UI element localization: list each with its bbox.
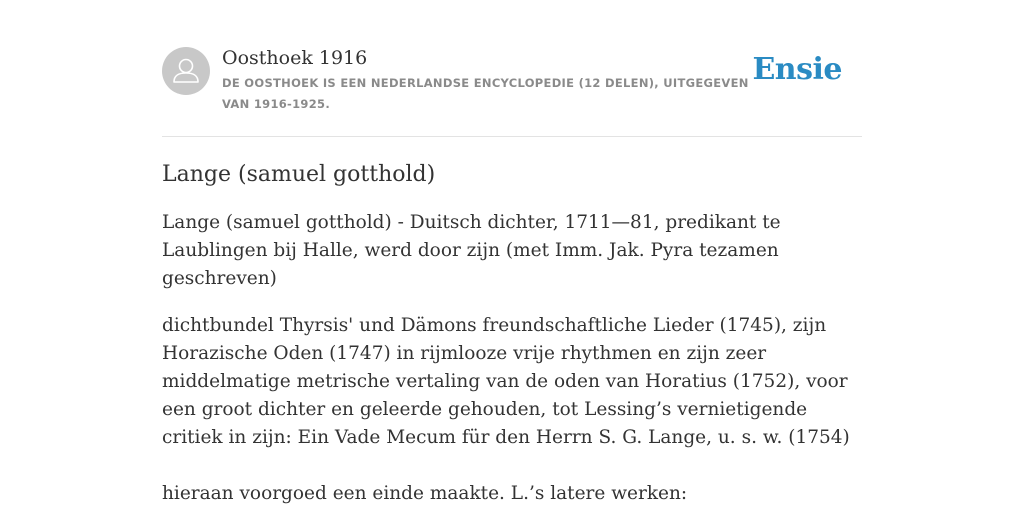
source-title[interactable]: Oosthoek 1916 [222,47,368,69]
ensie-logo-link[interactable]: Ensie [752,52,842,87]
entry-paragraph: dichtbundel Thyrsis' und Dämons freundschaftliche Lieder (1745), zijn Horazische Oden (1747) in rijmlooze vrije rhythmen en zijn zeer middelmatige metrische vertaling van de oden van Horatius (1752), voor een groot dichter en geleerde gehouden, tot Lessing’s vernietigende critiek in zijn: Ein Vade Mecum für den Herrn S. G. Lange, u. s. w. (1754) [162,315,850,448]
source-description: DE OOSTHOEK IS EEN NEDERLANDSE ENCYCLOPEDIE (12 DELEN), UITGEGEVEN VAN 1916-1925. [222,76,749,111]
entry-title: Lange (samuel gotthold) [162,162,436,187]
user-icon [162,47,210,95]
entry-paragraph: Lange (samuel gotthold) - Duitsch dichter, 1711—81, predikant te Laublingen bij Halle, werd door zijn (met Imm. Jak. Pyra tezamen geschreven) [162,212,781,289]
source-header [162,44,862,137]
avatar[interactable] [162,47,210,95]
entry-paragraph: hieraan voorgoed een einde maakte. L.’s latere werken: [162,483,688,504]
entry-content [162,158,862,512]
